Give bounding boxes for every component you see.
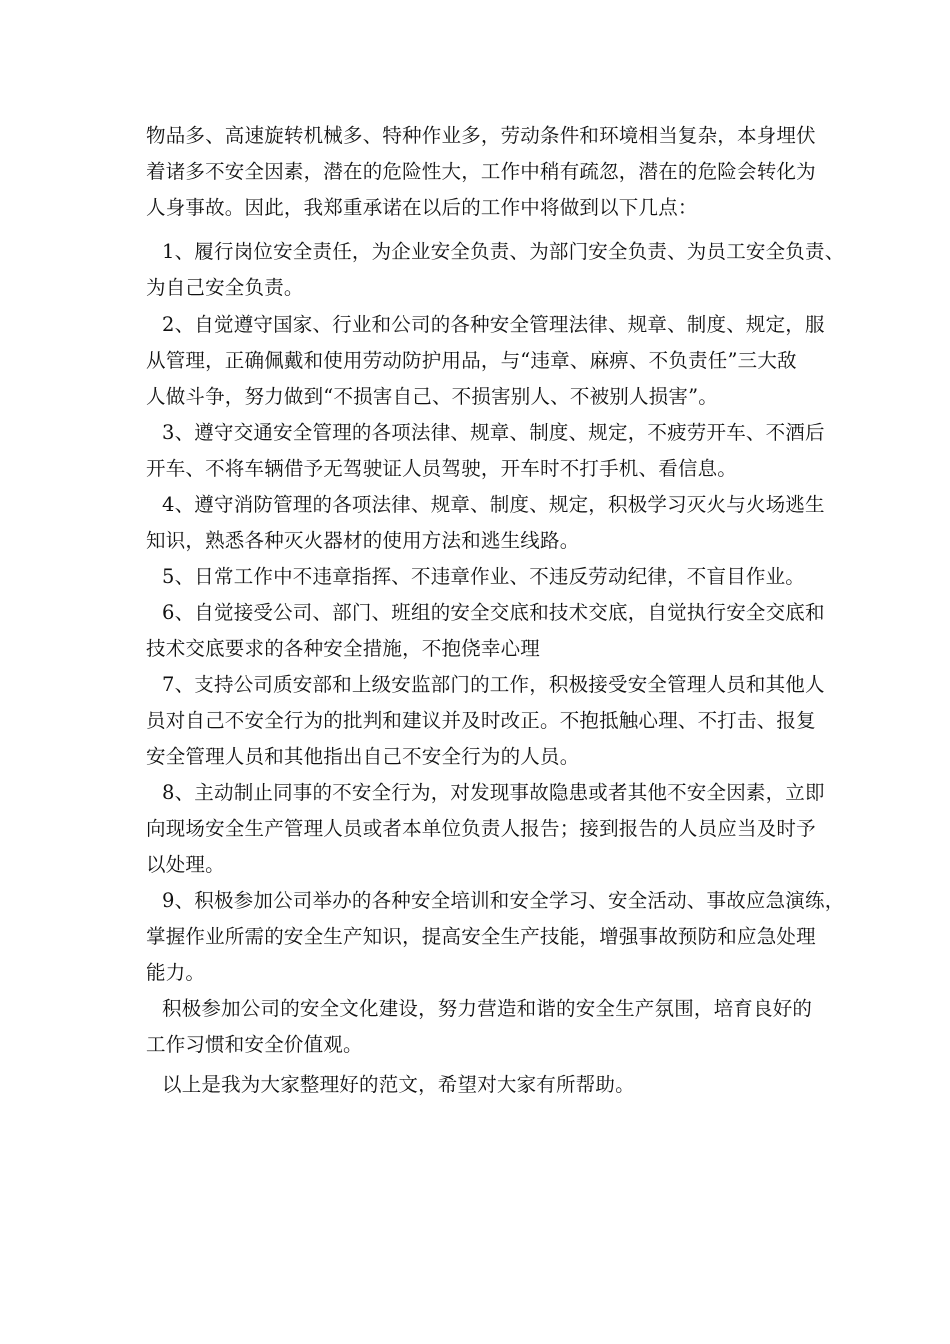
text-line: 7、支持公司质安部和上级安监部门的工作，积极接受安全管理人员和其他人 — [162, 673, 825, 696]
text-line: 开车、不将车辆借予无驾驶证人员驾驶，开车时不打手机、看信息。 — [146, 457, 738, 480]
text-line: 人做斗争，努力做到“不损害自己、不损害别人、不被别人损害”。 — [146, 385, 718, 408]
text-line: 3、遵守交通安全管理的各项法律、规章、制度、规定，不疲劳开车、不酒后 — [162, 421, 825, 444]
text-line: 技术交底要求的各种安全措施，不抱侥幸心理 — [146, 637, 541, 660]
text-line: 掌握作业所需的安全生产知识，提高安全生产技能，增强事故预防和应急处理 — [146, 925, 816, 948]
text-line: 物品多、高速旋转机械多、特种作业多，劳动条件和环境相当复杂，本身埋伏 — [146, 124, 816, 147]
text-line: 9、积极参加公司举办的各种安全培训和安全学习、安全活动、事故应急演练， — [162, 889, 845, 912]
text-line: 为自己安全负责。 — [146, 276, 304, 299]
text-line: 从管理，正确佩戴和使用劳动防护用品，与“违章、麻痹、不负责任”三大敌 — [146, 349, 797, 372]
text-line: 向现场安全生产管理人员或者本单位负责人报告；接到报告的人员应当及时予 — [146, 817, 816, 840]
text-line: 人身事故。因此，我郑重承诺在以后的工作中将做到以下几点： — [146, 196, 698, 219]
text-line: 知识，熟悉各种灭火器材的使用方法和逃生线路。 — [146, 529, 580, 552]
text-line: 1、履行岗位安全责任，为企业安全负责、为部门安全负责、为员工安全负责、 — [162, 240, 845, 263]
text-line: 6、自觉接受公司、部门、班组的安全交底和技术交底，自觉执行安全交底和 — [162, 601, 825, 624]
text-line: 以上是我为大家整理好的范文，希望对大家有所帮助。 — [162, 1073, 635, 1096]
text-line: 着诸多不安全因素，潜在的危险性大，工作中稍有疏忽，潜在的危险会转化为 — [146, 160, 816, 183]
text-line: 8、主动制止同事的不安全行为，对发现事故隐患或者其他不安全因素，立即 — [162, 781, 825, 804]
text-line: 4、遵守消防管理的各项法律、规章、制度、规定，积极学习灭火与火场逃生 — [162, 493, 825, 516]
text-line: 以处理。 — [146, 853, 225, 876]
text-line: 2、自觉遵守国家、行业和公司的各种安全管理法律、规章、制度、规定，服 — [162, 313, 825, 336]
text-line: 员对自己不安全行为的批判和建议并及时改正。不抱抵触心理、不打击、报复 — [146, 709, 816, 732]
text-line: 能力。 — [146, 961, 206, 984]
text-line: 工作习惯和安全价值观。 — [146, 1033, 363, 1056]
text-line: 积极参加公司的安全文化建设，努力营造和谐的安全生产氛围，培育良好的 — [162, 997, 813, 1020]
text-line: 安全管理人员和其他指出自己不安全行为的人员。 — [146, 745, 580, 768]
text-line: 5、日常工作中不违章指挥、不违章作业、不违反劳动纪律，不盲目作业。 — [162, 565, 806, 588]
